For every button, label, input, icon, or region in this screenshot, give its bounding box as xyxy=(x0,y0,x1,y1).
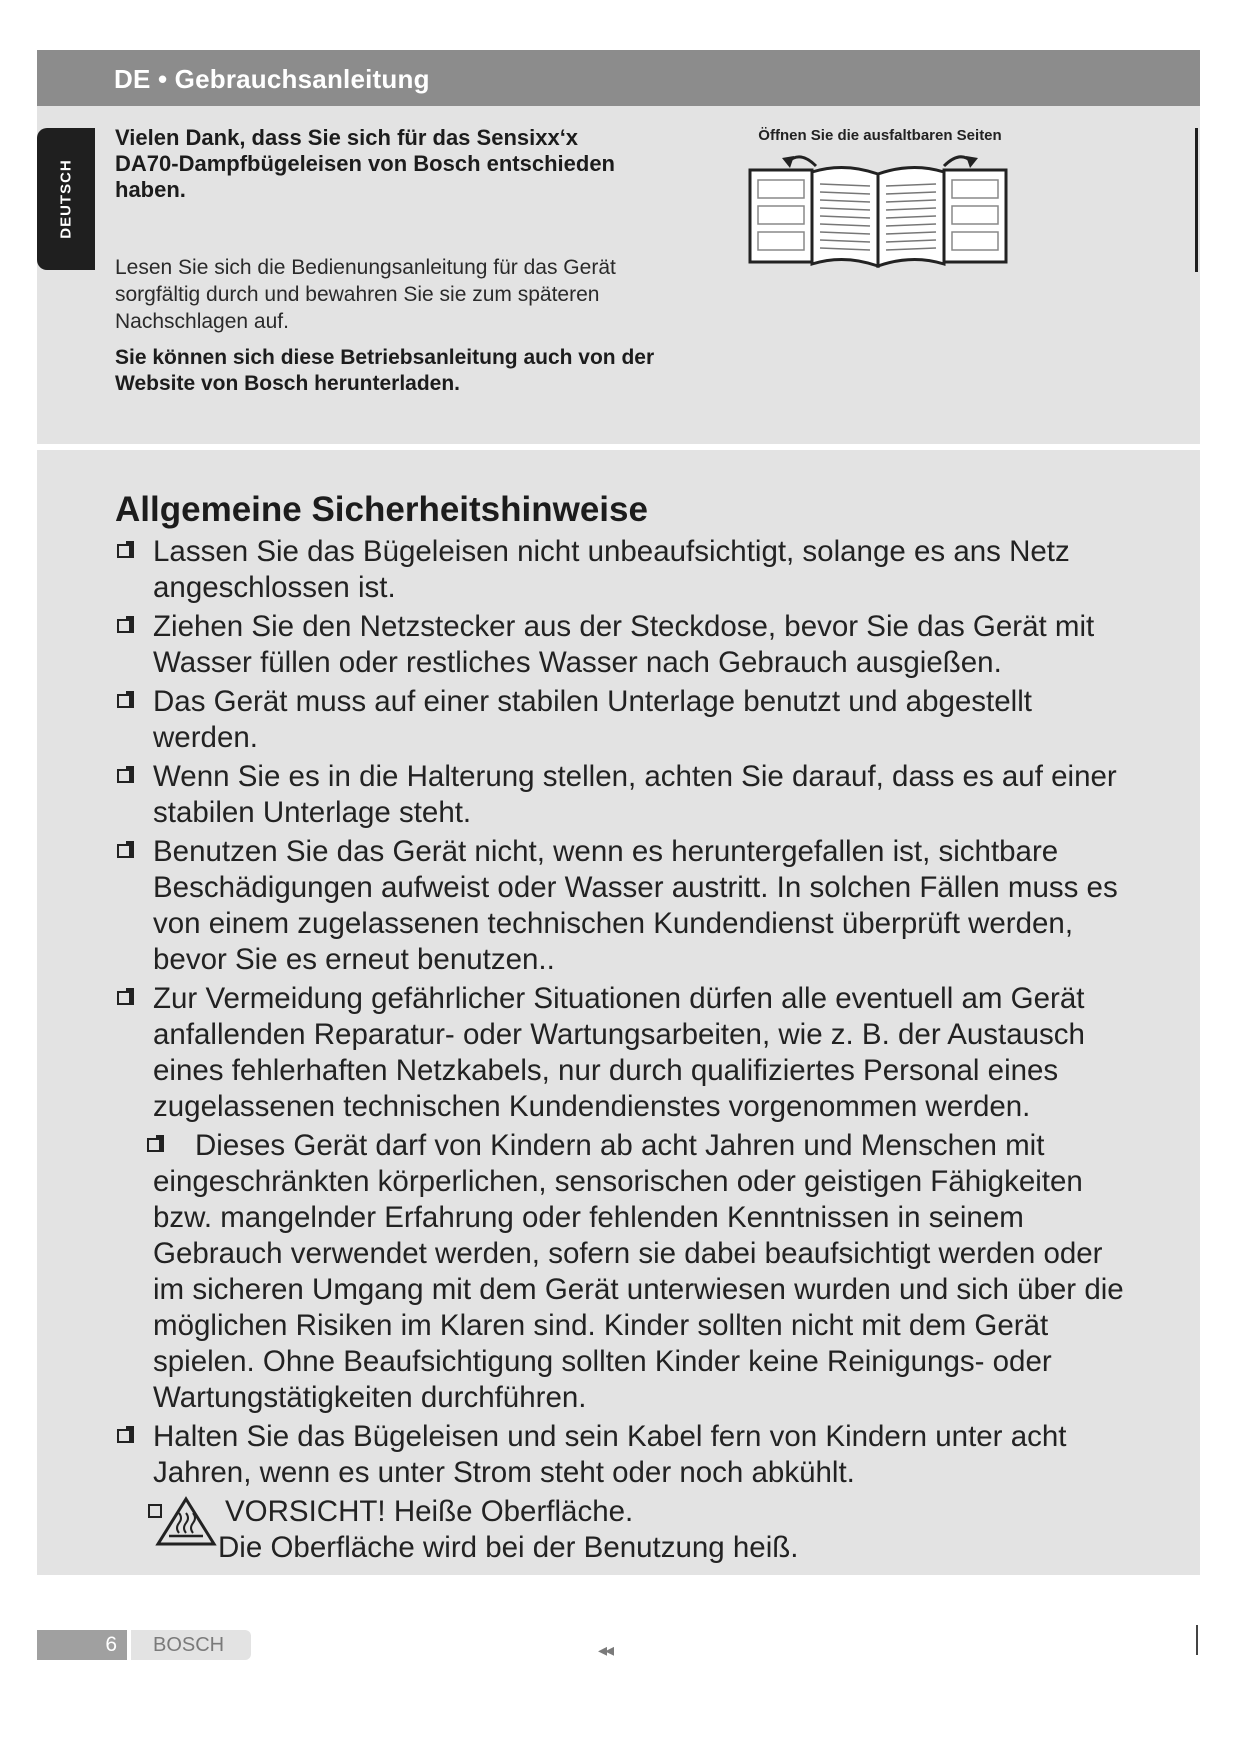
list-item xyxy=(115,684,1125,756)
safety-heading: Allgemeine Sicherheitshinweise xyxy=(115,490,648,529)
safety-list xyxy=(115,534,1125,1566)
warning-text: Die Oberfläche wird bei der Benutzung heiß. xyxy=(218,1531,799,1564)
list-item xyxy=(115,609,1125,681)
right-margin-rule-bottom xyxy=(1196,1625,1198,1655)
language-tab-label: DEUTSCH xyxy=(57,159,75,239)
checkbox-bullet-icon xyxy=(117,694,131,708)
intro-read-text: Lesen Sie sich die Bedienungsanleitung für das Gerät sorgfältig durch und bewahren Sie sie zum späteren Nachschlagen auf. xyxy=(115,256,616,333)
list-item-text: Benutzen Sie das Gerät nicht, wenn es heruntergefallen ist, sichtbare Beschädigungen aufweist oder Wasser austritt. In solchen Fällen muss es von einem zugelassenen technischen Kundendienst überprüft werden, bevor Sie es erneut benutzen.. xyxy=(153,835,1118,976)
list-item xyxy=(115,981,1125,1125)
list-item-text: Das Gerät muss auf einer stabilen Unterlage benutzt und abgestellt werden. xyxy=(153,685,1032,754)
checkbox-bullet-icon xyxy=(147,1138,161,1152)
list-item-text: Ziehen Sie den Netzstecker aus der Steckdose, bevor Sie das Gerät mit Wasser füllen oder restliches Wasser nach Gebrauch ausgießen. xyxy=(153,610,1095,679)
list-item-text: Dieses Gerät darf von Kindern ab acht Jahren und Menschen mit eingeschränkten körperlichen, sensorischen oder geistigen Fähigkeiten bzw. mangelnder Erfahrung oder fehlenden Kenntnissen in seinem Gebrauch verwendet werden, sofern sie dabei beaufsichtigt werden oder im sicheren Umgang mit dem Gerät unterwiesen wurden und sich über die möglichen Risiken im Klaren sind. Kinder sollten nicht mit dem Gerät spielen. Ohne Beaufsichtigung sollten Kinder keine Reinigungs- oder Wartungstätigkeiten durchführen. xyxy=(153,1129,1124,1414)
checkbox-bullet-icon xyxy=(117,769,131,783)
checkbox-bullet-icon xyxy=(117,1429,131,1443)
checkbox-bullet-icon xyxy=(117,619,131,633)
hot-surface-warning xyxy=(115,1494,1125,1566)
list-item xyxy=(115,834,1125,978)
header-bar xyxy=(37,50,1200,106)
intro-download-text: Sie können sich diese Betriebsanleitung auch von der Website von Bosch herunterladen. xyxy=(115,346,655,395)
language-tab xyxy=(37,128,95,270)
list-item-text: Halten Sie das Bügeleisen und sein Kabel fern von Kindern unter acht Jahren, wenn es unter Strom steht oder noch abkühlt. xyxy=(153,1420,1067,1489)
foldout-book-icon xyxy=(748,148,1008,278)
intro-thanks-text: Vielen Dank, dass Sie sich für das Sensixx‘x DA70-Dampfbügeleisen von Bosch entschieden haben. xyxy=(115,125,615,202)
hot-surface-warning-icon xyxy=(155,1496,217,1557)
list-item-text: Wenn Sie es in die Halterung stellen, achten Sie darauf, dass es auf einer stabilen Unterlage steht. xyxy=(153,760,1117,829)
back-nav-icon[interactable]: ◂◂ xyxy=(598,1640,613,1660)
footer-brand: BOSCH xyxy=(153,1634,225,1656)
list-item xyxy=(115,759,1125,831)
checkbox-bullet-icon xyxy=(117,844,131,858)
list-item-text: Zur Vermeidung gefährlicher Situationen dürfen alle eventuell am Gerät anfallenden Reparatur- oder Wartungsarbeiten, wie z. B. der Austausch eines fehlerhaften Netzkabels, nur durch qualifiziertes Personal eines zugelassenen technischen Kundendienstes vorgenommen werden. xyxy=(153,982,1085,1123)
checkbox-bullet-icon xyxy=(117,991,131,1005)
page-number: 6 xyxy=(105,1633,117,1656)
list-item xyxy=(115,534,1125,606)
checkbox-bullet-icon xyxy=(117,544,131,558)
list-item xyxy=(115,1128,1125,1416)
list-item-text: Lassen Sie das Bügeleisen nicht unbeaufsichtigt, solange es ans Netz angeschlossen ist. xyxy=(153,535,1070,604)
foldout-caption: Öffnen Sie die ausfaltbaren Seiten xyxy=(758,127,1002,144)
warning-title: VORSICHT! Heiße Oberfläche. xyxy=(225,1495,634,1528)
page-title: DE • Gebrauchsanleitung xyxy=(114,64,430,94)
right-margin-rule xyxy=(1195,128,1198,272)
list-item xyxy=(115,1419,1125,1491)
